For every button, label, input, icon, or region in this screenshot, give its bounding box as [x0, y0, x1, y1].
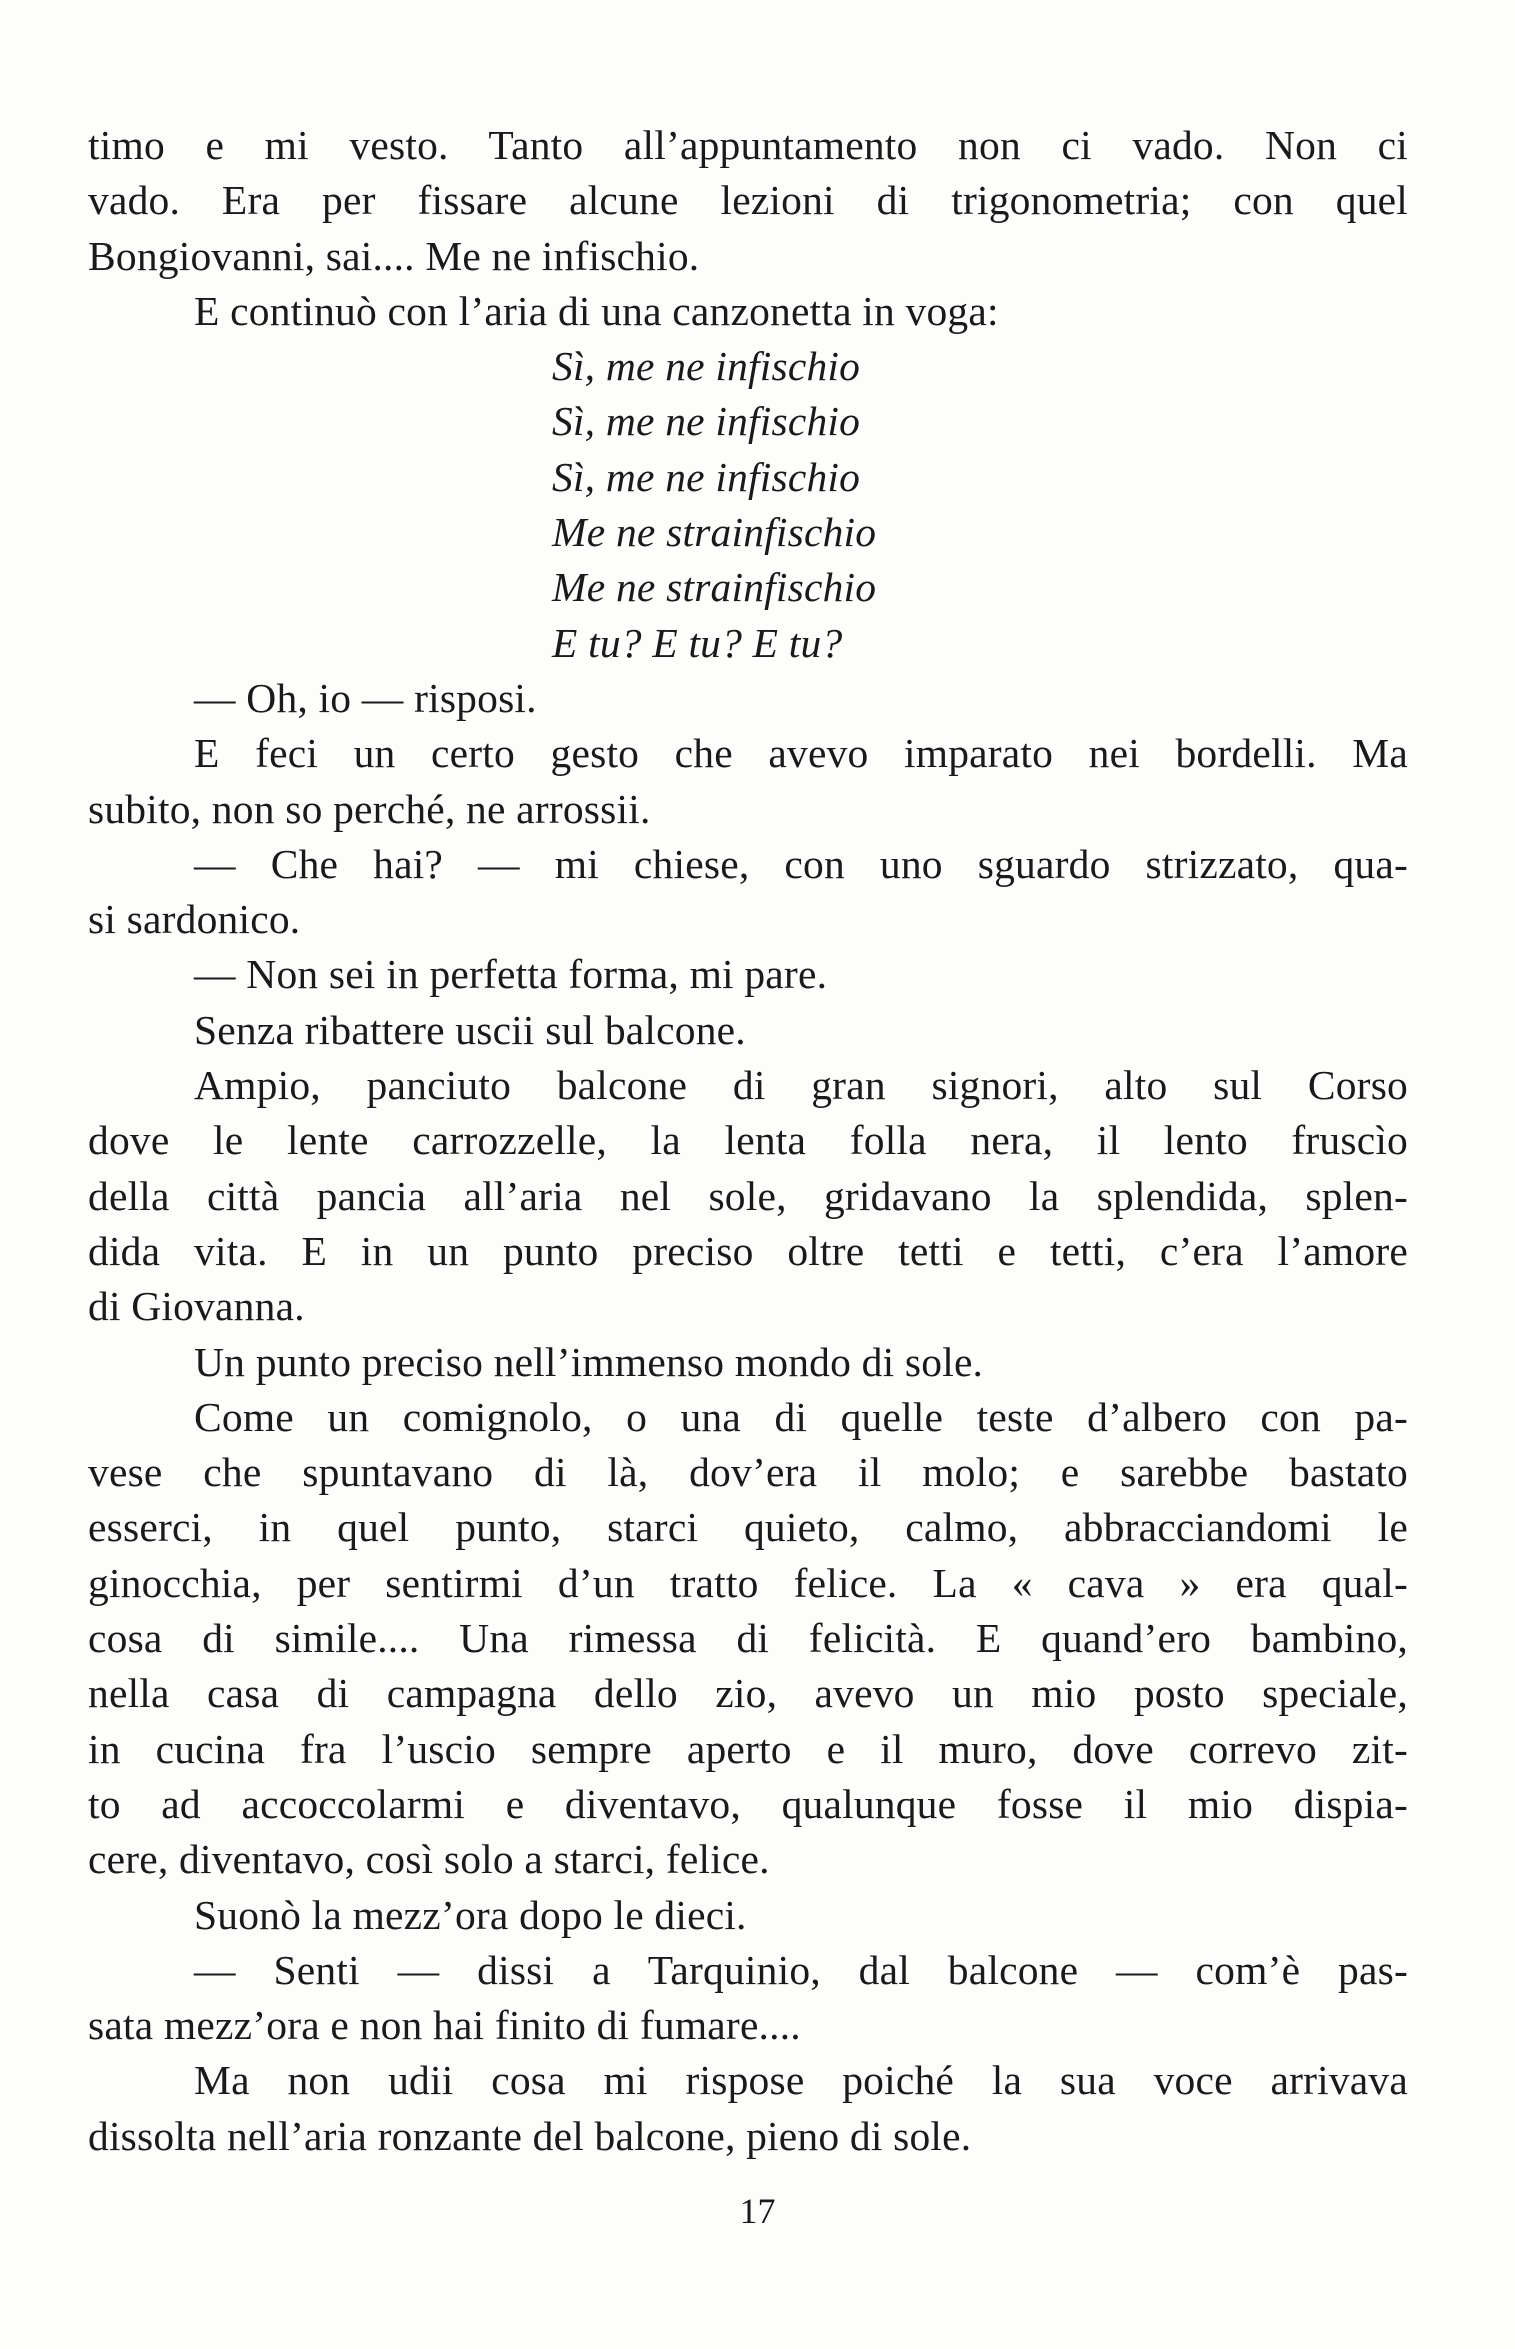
- text-line: — Oh, io — risposi.: [194, 674, 537, 721]
- text-line: subito, non so perché, ne arrossii.: [88, 785, 651, 832]
- text-line: timo e mi vesto. Tanto all’appuntamento non ci vado. Non ci: [88, 122, 1408, 168]
- text-line: — Senti — dissi a Tarquinio, dal balcone — com’è pas-: [194, 1946, 1408, 1993]
- song-verse-line: Sì, me ne infischio: [552, 398, 861, 445]
- text-line: dida vita. E in un punto preciso oltre tetti e tetti, c’era l’amore: [88, 1227, 1408, 1274]
- text-line: E feci un certo gesto che avevo imparato nei bordelli. Ma: [194, 730, 1408, 777]
- text-line: — Non sei in perfetta forma, mi pare.: [194, 951, 828, 998]
- text-line: esserci, in quel punto, starci quieto, calmo, abbracciandomi le: [88, 1504, 1408, 1551]
- text-line: nella casa di campagna dello zio, avevo un mio posto speciale,: [88, 1670, 1408, 1717]
- page-text: [88, 118, 1408, 2164]
- text-line: Ma non udii cosa mi rispose poiché la sua voce arrivava: [194, 2057, 1408, 2104]
- text-line: ginocchia, per sentirmi d’un tratto felice. La « cava » era qual-: [88, 1559, 1408, 1606]
- text-line: della città pancia all’aria nel sole, gridavano la splendida, splen-: [88, 1172, 1408, 1219]
- text-line: vese che spuntavano di là, dov’era il molo; e sarebbe bastato: [88, 1449, 1408, 1496]
- text-line: — Che hai? — mi chiese, con uno sguardo strizzato, qua-: [194, 840, 1408, 887]
- song-verse-line: Sì, me ne infischio: [552, 453, 861, 500]
- text-line: Come un comignolo, o una di quelle teste d’albero con pa-: [194, 1393, 1408, 1440]
- text-line: in cucina fra l’uscio sempre aperto e il muro, dove correvo zit-: [88, 1725, 1408, 1772]
- song-verse-line: Sì, me ne infischio: [552, 343, 861, 390]
- text-line: dissolta nell’aria ronzante del balcone, pieno di sole.: [88, 2112, 972, 2159]
- text-line: si sardonico.: [88, 896, 301, 943]
- text-line: Senza ribattere uscii sul balcone.: [194, 1006, 746, 1053]
- text-line: E continuò con l’aria di una canzonetta in voga:: [194, 287, 999, 334]
- text-line: Bongiovanni, sai.... Me ne infischio.: [88, 232, 700, 279]
- text-line: Un punto preciso nell’immenso mondo di sole.: [194, 1338, 984, 1385]
- song-verse-line: Me ne strainfischio: [552, 564, 877, 611]
- text-line: dove le lente carrozzelle, la lenta folla nera, il lento fruscìo: [88, 1117, 1408, 1164]
- text-line: sata mezz’ora e non hai finito di fumare....: [88, 2002, 801, 2049]
- song-verse-line: E tu? E tu? E tu?: [552, 619, 843, 666]
- text-line: cosa di simile.... Una rimessa di felicità. E quand’ero bambino,: [88, 1615, 1408, 1662]
- text-line: Ampio, panciuto balcone di gran signori, alto sul Corso: [194, 1062, 1408, 1109]
- page-number: 17: [739, 2191, 776, 2231]
- text-line: to ad accoccolarmi e diventavo, qualunque fosse il mio dispia-: [88, 1780, 1408, 1827]
- text-line: cere, diventavo, così solo a starci, felice.: [88, 1836, 770, 1883]
- text-line: vado. Era per fissare alcune lezioni di trigonometria; con quel: [88, 177, 1408, 224]
- text-line: di Giovanna.: [88, 1283, 305, 1330]
- song-verse-line: Me ne strainfischio: [552, 509, 877, 556]
- text-line: Suonò la mezz’ora dopo le dieci.: [194, 1891, 747, 1938]
